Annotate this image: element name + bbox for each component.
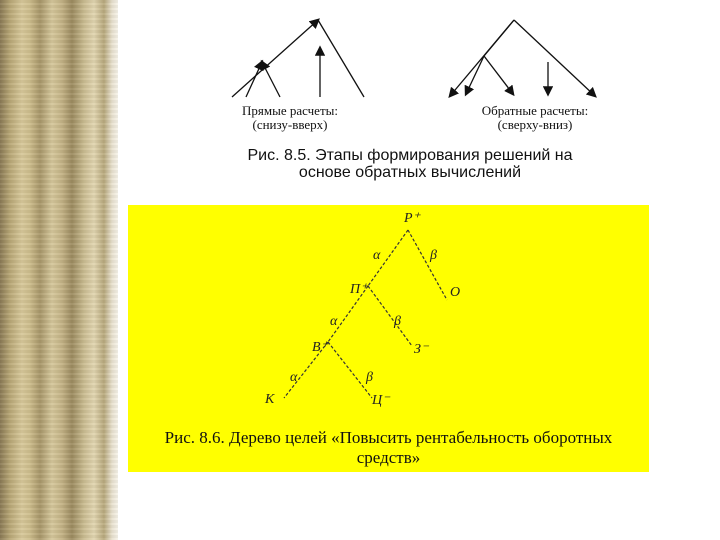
edge-label-beta: β bbox=[394, 314, 401, 329]
bottom-up-caption-line1: Прямые расчеты: bbox=[242, 103, 338, 118]
node-v: В⁺ bbox=[312, 340, 328, 355]
top-down-caption-line2: (сверху-вниз) bbox=[497, 117, 573, 132]
edge-p-z bbox=[368, 286, 412, 346]
edge-root-o bbox=[408, 230, 447, 300]
top-down-caption-line1: Обратные расчеты: bbox=[481, 103, 589, 118]
edge-label-beta: β bbox=[366, 370, 373, 385]
bottom-up-caption-line2: (снизу-вверх) bbox=[252, 117, 328, 132]
edge-label-alpha: α bbox=[373, 248, 381, 263]
node-root: P⁺ bbox=[404, 211, 420, 226]
edge-label-beta: β bbox=[430, 248, 437, 263]
edge-label-alpha: α bbox=[330, 314, 338, 329]
fig86-caption-line1: Рис. 8.6. Дерево целей «Повысить рентабельность оборотных bbox=[164, 428, 613, 447]
fig85-title-line2: основе обратных вычислений bbox=[298, 164, 522, 181]
node-o: O bbox=[450, 285, 461, 300]
fig85-title-line1: Рис. 8.5. Этапы формирования решений на bbox=[247, 147, 573, 164]
node-p: П⁺ bbox=[350, 282, 368, 297]
fig86-caption-line2: средств» bbox=[356, 448, 421, 467]
node-z: З⁻ bbox=[414, 342, 429, 357]
fig86-caption bbox=[128, 428, 649, 468]
node-c: Ц⁻ bbox=[372, 393, 390, 408]
edge-label-alpha: α bbox=[290, 370, 298, 385]
node-k: К bbox=[265, 392, 275, 407]
